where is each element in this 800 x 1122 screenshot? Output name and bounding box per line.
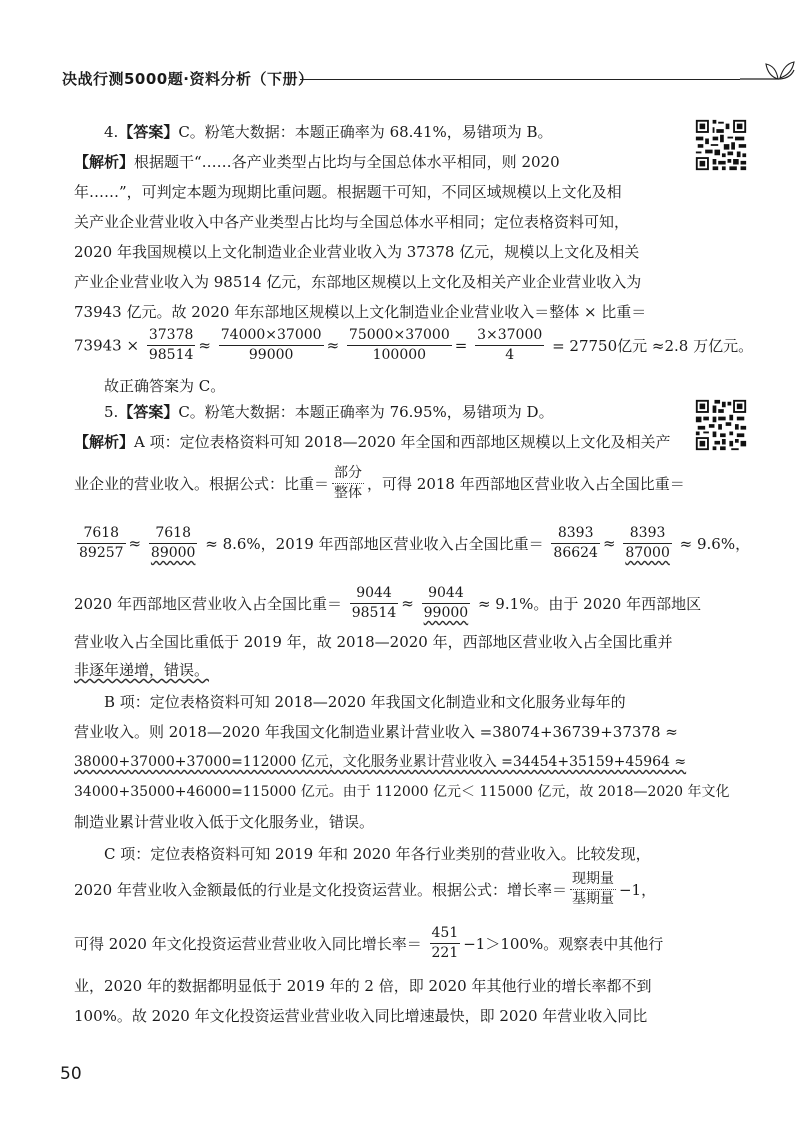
fraction: $\frac{9044}{99000}$ bbox=[423, 585, 469, 621]
running-header bbox=[62, 64, 762, 94]
fraction: $\frac{7618}{89257}$ bbox=[79, 525, 124, 561]
q5-analysis-line-1: 【解析】A 项：定位表格资料可知 2018—2020 年全国和西部地区规模以上文化及相关产 bbox=[74, 433, 671, 451]
q5-a-line-6: 非逐年递增，错误。 bbox=[74, 661, 210, 679]
q5-b-line-1: B 项：定位表格资料可知 2018—2020 年我国文化制造业和文化服务业每年的 bbox=[104, 693, 626, 711]
q4-conclusion: 故正确答案为 C。 bbox=[104, 377, 226, 395]
fraction: $\frac{8393}{87000}$ bbox=[625, 525, 670, 561]
q5-formula-2020: 2020 年西部地区营业收入占全国比重＝ $\frac{9044}{98514}$ ≈ $\frac{9044}{99000}$ ≈ 9.1%。由于 2020 年西部地区 bbox=[74, 585, 702, 621]
q5-answer-line: 5.【答案】C。粉笔大数据：本题正确率为 76.95%，易错项为 D。 bbox=[104, 403, 554, 421]
q4-analysis-line-1: 【解析】根据题干“……各产业类型占比均与全国总体水平相同，则 2020 bbox=[74, 153, 560, 171]
q4-formula: 73943 × $\frac{37378}{98514}$ ≈ $\frac{74000\times 37000}{99000}$ ≈ $\frac{75000\times 37000}{100000}$ = $\frac{3\times 37000}{4}$ = 27750亿元 ≈2.8 万亿元。 bbox=[74, 327, 754, 363]
q4-analysis-line-6: 73943 亿元。故 2020 年东部地区规模以上文化制造业企业营业收入＝整体 × 比重＝ bbox=[74, 303, 647, 321]
page-number: 50 bbox=[60, 1064, 82, 1084]
q5-c-line-1: C 项：定位表格资料可知 2019 年和 2020 年各行业类别的营业收入。比较发现， bbox=[104, 845, 651, 863]
fraction: $\frac{\text{部分}}{\text{整体}}$ bbox=[334, 465, 363, 501]
qr-code-icon[interactable] bbox=[694, 398, 748, 452]
fraction: $\frac{37378}{98514}$ bbox=[148, 327, 194, 363]
qr-code-icon[interactable] bbox=[694, 118, 748, 172]
fraction: $\frac{75000\times 37000}{100000}$ bbox=[348, 327, 450, 363]
q5-c-line-5: 100%。故 2020 年文化投资运营业营业收入同比增速最快，即 2020 年营业收入同比 bbox=[74, 1007, 648, 1025]
q5-c-line-4: 业，2020 年的数据都明显低于 2019 年的 2 倍，即 2020 年其他行业的增长率都不到 bbox=[74, 977, 652, 995]
fraction: $\frac{9044}{98514}$ bbox=[351, 585, 397, 621]
q5-a-line-5: 营业收入占全国比重低于 2019 年，故 2018—2020 年，西部地区营业收入占全国比重并 bbox=[74, 633, 673, 651]
fraction: $\frac{74000\times 37000}{99000}$ bbox=[220, 327, 322, 363]
q4-analysis-line-5: 产业企业营业收入为 98514 亿元，东部地区规模以上文化及相关产业企业营业收入为 bbox=[74, 273, 642, 291]
q4-analysis-line-2: 年……”，可判定本题为现期比重问题。根据题干可知，不同区域规模以上文化及相 bbox=[74, 183, 622, 201]
q5-b-line-2: 营业收入。则 2018—2020 年我国文化制造业累计营业收入 =38074+36739+37378 ≈ bbox=[74, 723, 678, 741]
sprout-icon bbox=[738, 56, 798, 92]
q5-b-line-4: 34000+35000+46000=115000 亿元。由于 112000 亿元＜ 115000 亿元，故 2018—2020 年文化 bbox=[74, 784, 730, 800]
q5-b-line-3: 38000+37000+37000=112000 亿元，文化服务业累计营业收入 =34454+35159+45964 ≈ bbox=[74, 754, 687, 770]
q4-analysis-line-3: 关产业企业营业收入中各产业类型占比均与全国总体水平相同；定位表格资料可知， bbox=[74, 213, 630, 231]
q4-analysis-line-4: 2020 年我国规模以上文化制造业企业营业收入为 37378 亿元，规模以上文化及相关 bbox=[74, 243, 640, 261]
q5-b-line-5: 制造业累计营业收入低于文化服务业，错误。 bbox=[74, 813, 375, 831]
q5-formula-growth: 2020 年营业收入金额最低的行业是文化投资运营业。根据公式：增长率＝ $\frac{\text{现期量}}{\text{基期量}}$ −1， bbox=[74, 871, 657, 907]
fraction: $\frac{\text{现期量}}{\text{基期量}}$ bbox=[571, 871, 614, 907]
q5-formula-c: 可得 2020 年文化投资运营业营业收入同比增长率＝ $\frac{451}{221}$ −1＞100%。观察表中其他行 bbox=[74, 925, 664, 961]
book-title: 决战行测5000题·资料分析（下册） bbox=[62, 70, 314, 88]
q5-formula-2018-2019: $\frac{7618}{89257}$ ≈ $\frac{7618}{89000}$ ≈ 8.6%，2019 年西部地区营业收入占全国比重＝ $\frac{8393}{86624}$ ≈ $\frac{8393}{87000}$ ≈ 9.6%， bbox=[79, 525, 751, 561]
header-rule bbox=[300, 79, 740, 80]
q5-formula-ratio: 业企业的营业收入。根据公式：比重＝ $\frac{\text{部分}}{\text{整体}}$ ，可得 2018 年西部地区营业收入占全国比重＝ bbox=[74, 465, 685, 501]
q4-answer-line: 4.【答案】C。粉笔大数据：本题正确率为 68.41%，易错项为 B。 bbox=[104, 123, 553, 141]
fraction: $\frac{3\times 37000}{4}$ bbox=[477, 327, 543, 363]
fraction: $\frac{8393}{86624}$ bbox=[553, 525, 598, 561]
fraction: $\frac{451}{221}$ bbox=[431, 925, 459, 961]
fraction: $\frac{7618}{89000}$ bbox=[150, 525, 196, 561]
